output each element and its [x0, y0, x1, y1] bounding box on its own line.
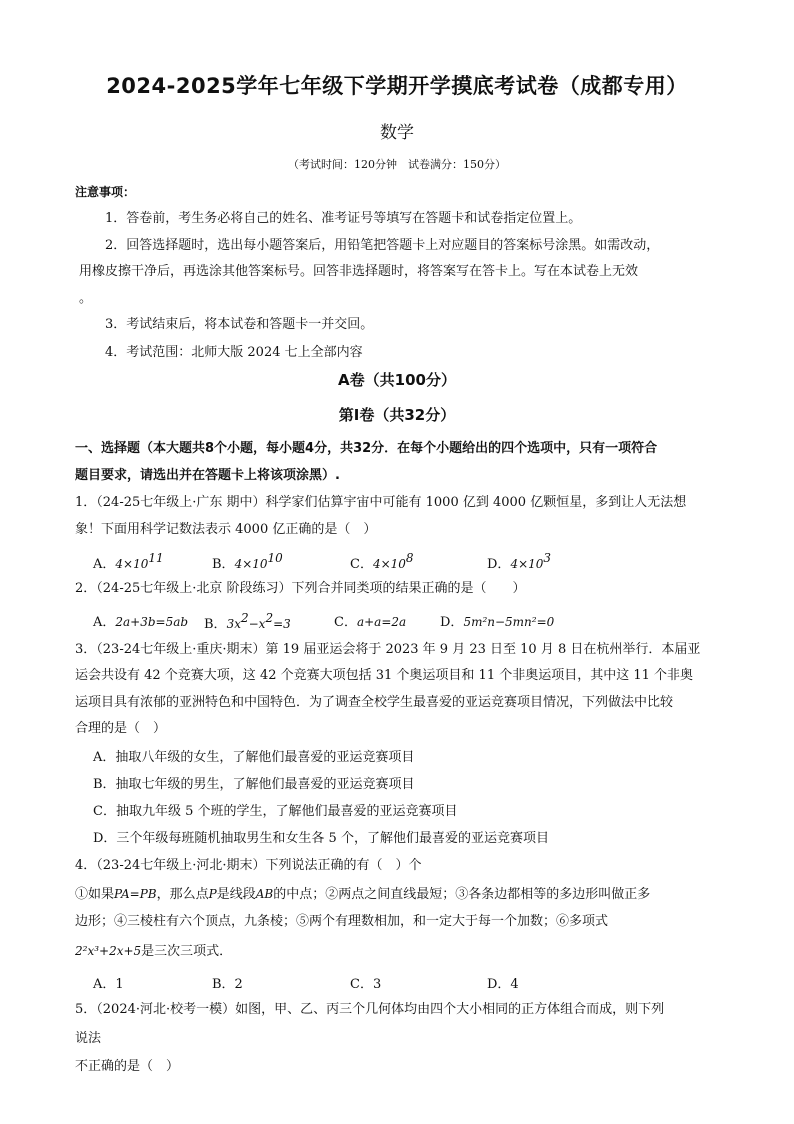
note-item: 4．考试范围：北师大版 2024 七上全部内容 [105, 345, 363, 360]
question-4-text: 2²x³+2x+5是三次三项式． [75, 944, 233, 959]
q2-option-a: A．2a+3b=5ab [93, 615, 189, 630]
part1-heading: 第Ⅰ卷（共32分） [338, 406, 456, 424]
q4-option-d: D．4 [487, 977, 519, 992]
note-item: 用橡皮擦干净后，再选涂其他答案标号。回答非选择题时，将答案写在答卡上。写在本试卷上无效 [79, 264, 639, 279]
question-4-text: 4．（23-24七年级上·河北·期末）下列说法正确的有（ ）个 [75, 858, 422, 873]
question-5-text: 5．（2024·河北·校考一模）如图，甲、乙、丙三个几何体均由四个大小相同的正方体组合而成，则下列 [75, 1002, 665, 1017]
q2-option-b: B．$3x^2-x^2=3$ [204, 611, 291, 632]
q3-option-d: D．三个年级每班随机抽取男生和女生各 5 个，了解他们最喜爱的亚运竞赛项目 [93, 831, 549, 846]
notes-heading: 注意事项： [75, 185, 136, 199]
q1-option-c: C．$4\times 10^8$ [350, 551, 414, 572]
q2-option-c: C．a+a=2a [334, 615, 407, 630]
note-item: 3．考试结束后，将本试卷和答题卡一并交回。 [105, 317, 374, 332]
q1-option-d: D．$4\times 10^3$ [487, 551, 552, 572]
question-3-text: 运项目具有浓郁的亚洲特色和中国特色．为了调查全校学生最喜爱的亚运竞赛项目情况，下列做法中比较 [75, 695, 674, 710]
question-4-text: ①如果PA=PB，那么点P是线段AB的中点；②两点之间直线最短；③各条边都相等的多边形叫做正多 [75, 887, 651, 902]
q3-option-c: C．抽取九年级 5 个班的学生，了解他们最喜爱的亚运竞赛项目 [93, 804, 458, 819]
note-item: 2．回答选择题时，选出每小题答案后，用铅笔把答题卡上对应题目的答案标号涂黑。如需改动， [105, 238, 660, 253]
section-instruction: 题目要求，请选出并在答题卡上将该项涂黑）. [75, 468, 340, 483]
question-3-text: 3．（23-24七年级上·重庆·期末）第 19 届亚运会将于 2023 年 9 月 23 日至 10 月 8 日在杭州举行．本届亚 [75, 642, 701, 657]
exam-meta: （考试时间：120分钟 试卷满分：150分） [288, 158, 506, 171]
subject-title: 数学 [380, 123, 414, 143]
question-4-text: 边形；④三棱柱有六个顶点，九条棱；⑤两个有理数相加，和一定大于每一个加数；⑥多项式 [75, 914, 609, 929]
section-a-heading: A卷（共100分） [338, 371, 456, 389]
q4-option-a: A．1 [93, 977, 124, 992]
q1-option-a: A．$4\times 10^{11}$ [93, 551, 164, 572]
q3-option-a: A．抽取八年级的女生，了解他们最喜爱的亚运竞赛项目 [93, 750, 415, 765]
q1-option-b: B．$4\times 10^{10}$ [212, 551, 283, 572]
question-1-text: 1．（24-25七年级上·广东 期中）科学家们估算宇宙中可能有 1000 亿到 4000 亿颗恒星，多到让人无法想 [75, 495, 687, 510]
exam-title: 2024-2025学年七年级下学期开学摸底考试卷（成都专用） [106, 74, 688, 98]
q4-option-b: B．2 [212, 977, 243, 992]
q3-option-b: B．抽取七年级的男生，了解他们最喜爱的亚运竞赛项目 [93, 777, 415, 792]
question-2-text: 2．（24-25七年级上·北京 阶段练习）下列合并同类项的结果正确的是（ ） [75, 581, 526, 596]
note-item: 。 [79, 291, 93, 306]
question-3-text: 运会共设有 42 个竞赛大项，这 42 个竞赛大项包括 31 个奥运项目和 11 个非奥运项目，其中这 11 个非奥 [75, 668, 694, 683]
note-item: 1．答卷前，考生务必将自己的姓名、准考证号等填写在答题卡和试卷指定位置上。 [105, 211, 582, 226]
section-instruction: 一、选择题（本大题共8个小题，每小题4分，共32分．在每个小题给出的四个选项中，只有一项符合 [75, 441, 658, 456]
q2-option-d: D．5m²n−5mn²=0 [440, 615, 555, 630]
question-1-text: 象！下面用科学记数法表示 4000 亿正确的是（ ） [75, 522, 377, 537]
q4-option-c: C．3 [350, 977, 382, 992]
question-3-text: 合理的是（ ） [75, 721, 167, 736]
question-5-text: 说法 [75, 1031, 102, 1046]
question-5-text: 不正确的是（ ） [75, 1059, 180, 1074]
